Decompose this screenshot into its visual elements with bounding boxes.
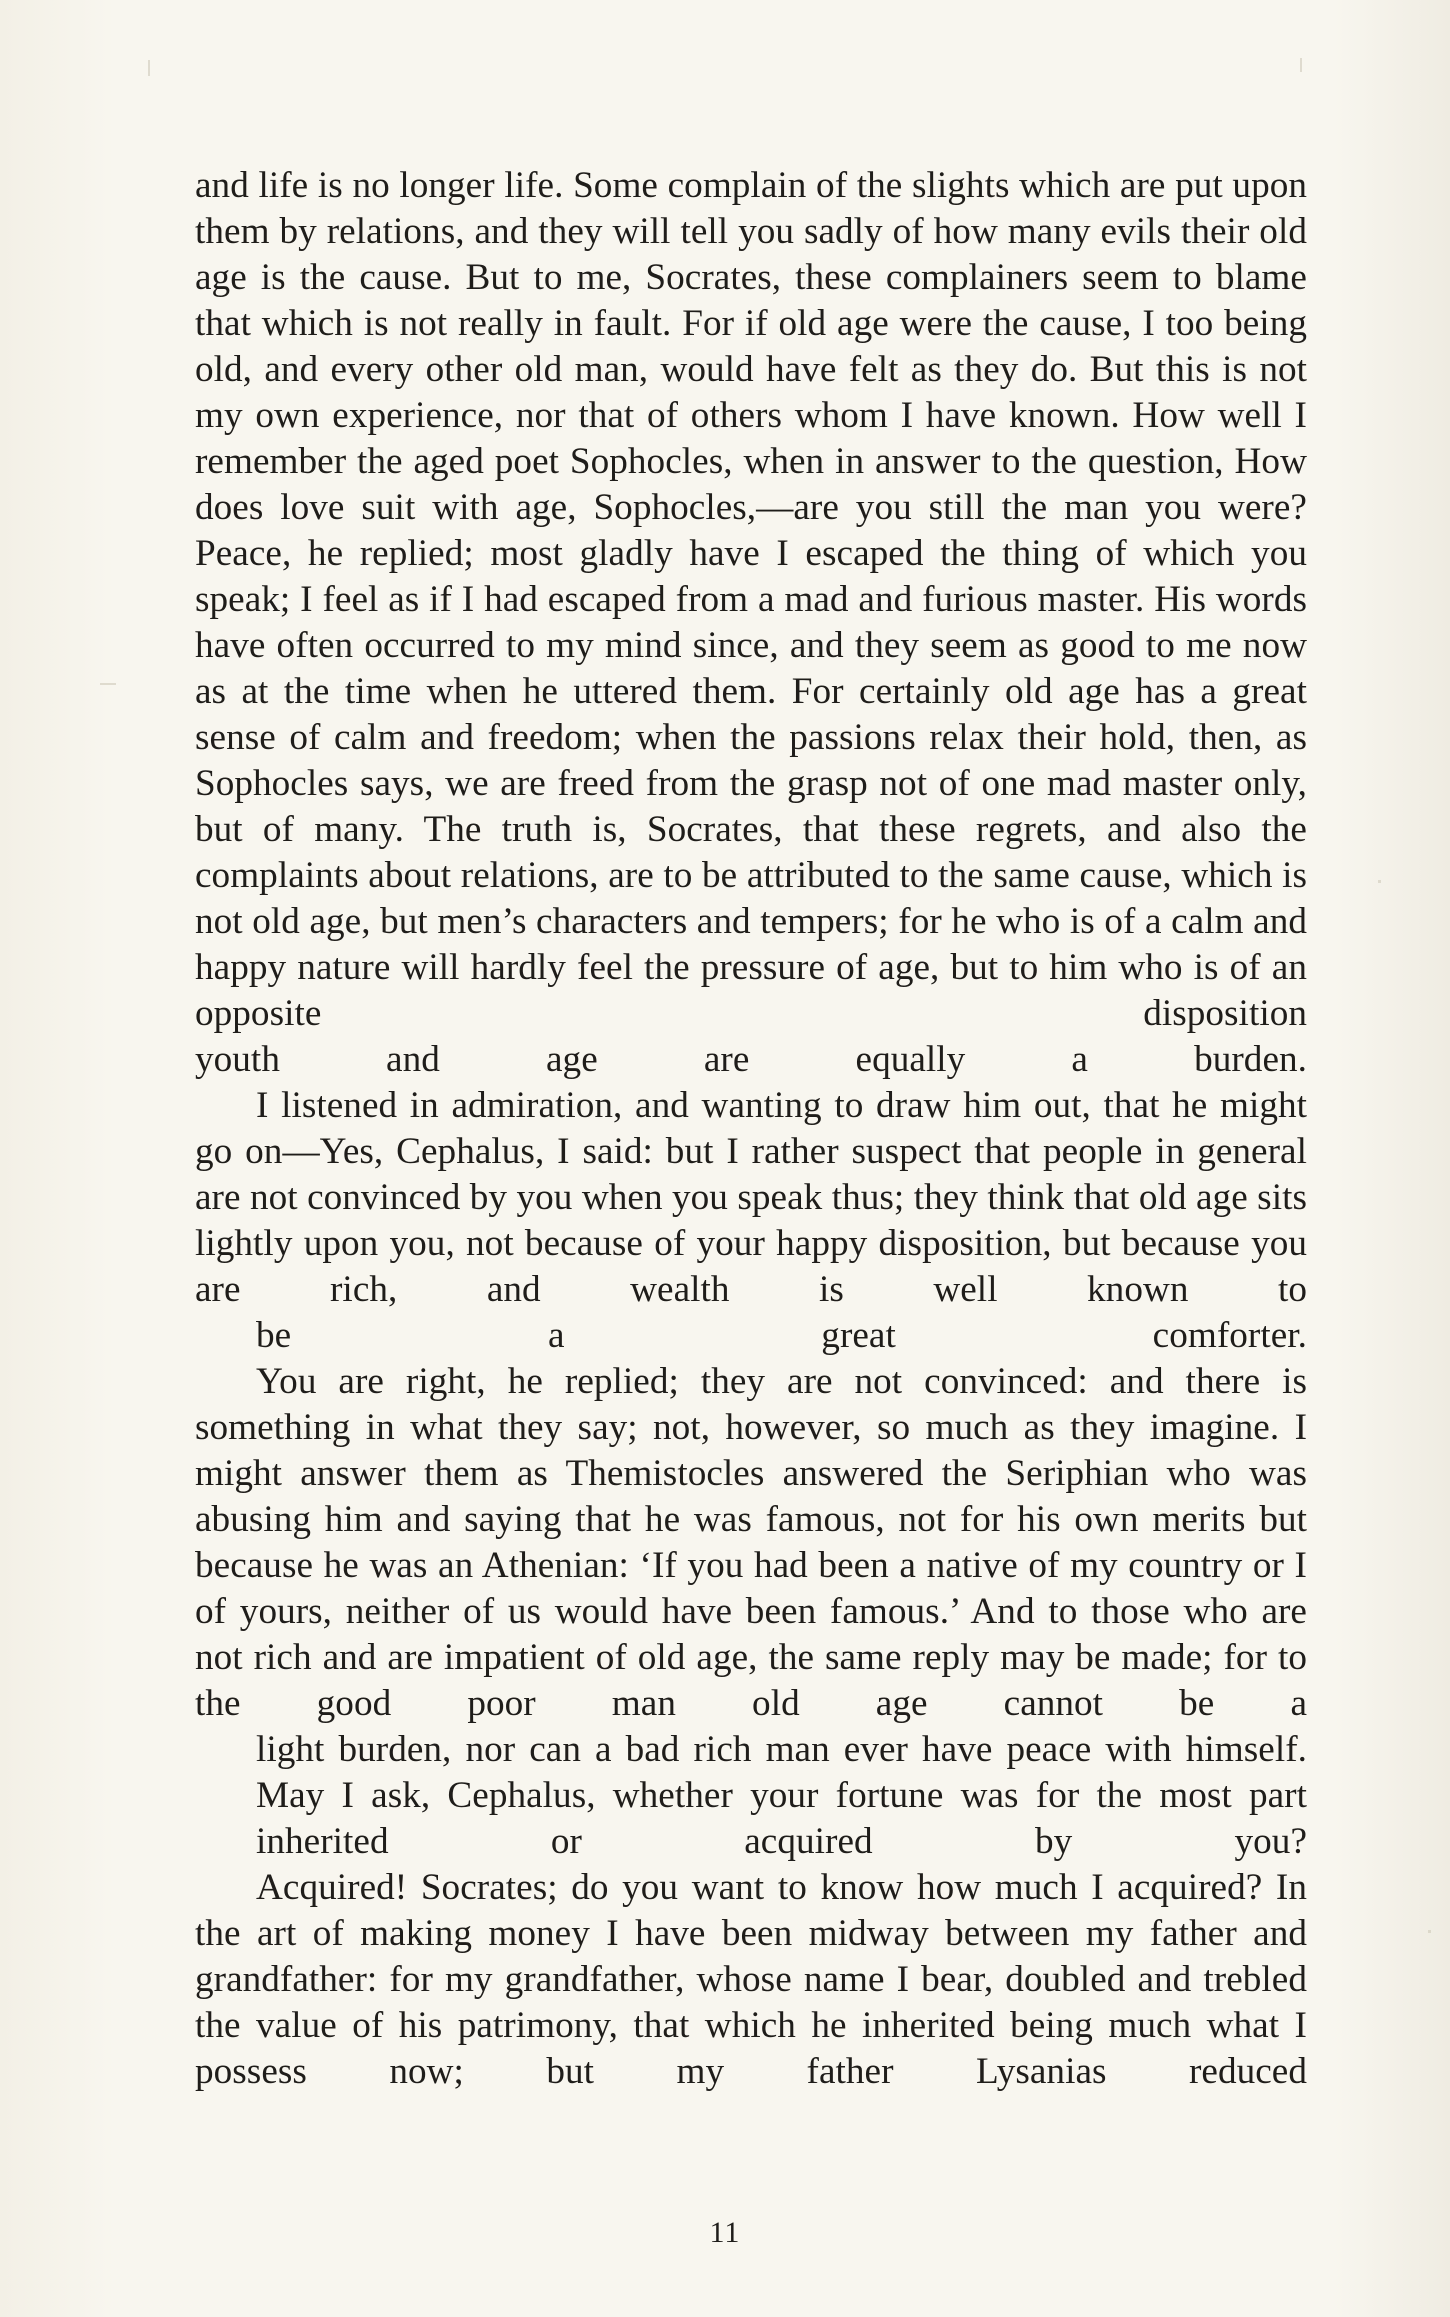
text-line: a great sense of calm and freedom; when the passions relax their xyxy=(195,671,1307,758)
paper-speck xyxy=(100,683,116,685)
text-line: In the art of making money I have been midway between my father xyxy=(195,1867,1307,1954)
text-line: would have felt as they do. But this is not my own experience, nor xyxy=(195,349,1307,436)
text-line: disposition, but because you are rich, and wealth is well known to xyxy=(195,1223,1308,1310)
text-line: the pressure of age, but to him who is of an opposite disposition xyxy=(195,947,1307,1034)
paragraph-3 xyxy=(195,1359,1307,1773)
text-line: to the same cause, which is not old age, but men’s characters and xyxy=(195,855,1307,942)
paper-speck xyxy=(148,60,150,76)
text-line: in general are not convinced by you when you speak thus; they xyxy=(195,1131,1307,1218)
text-line: with age, Sophocles,—are you still the man you were? Peace, he xyxy=(195,487,1307,574)
page-number: 11 xyxy=(709,2216,741,2249)
text-line: And to those who are not rich and are impatient of old age, the same xyxy=(195,1591,1307,1678)
text-line: that of others whom I have known. How well I remember the aged xyxy=(195,395,1307,482)
text-line: something in what they say; not, however, so much as they imagine. xyxy=(195,1407,1280,1448)
paragraph-5 xyxy=(195,1865,1307,2095)
text-line: reply may be made; for to the good poor man old age cannot be a xyxy=(195,1637,1307,1724)
text-line: replied; most gladly have I escaped the thing of which you speak; I xyxy=(195,533,1307,620)
paragraph-4 xyxy=(195,1773,1307,1865)
paper-speck xyxy=(1428,1930,1431,1933)
text-line: regrets, and also the complaints about relations, are to be attributed xyxy=(195,809,1307,896)
text-line: being much what I possess now; but my father Lysanias reduced xyxy=(195,2005,1307,2092)
text-line: be a great comforter. xyxy=(256,1315,1307,1356)
text-line: Acquired! Socrates; do you want to know how much I acquired? xyxy=(256,1867,1263,1908)
text-line: was abusing him and saying that he was famous, not for his own xyxy=(195,1453,1307,1540)
text-line: I listened in admiration, and wanting to draw him out, that he xyxy=(256,1085,1208,1126)
text-line: old age were the cause, I too being old, and every other old man, xyxy=(195,303,1307,390)
text-line: and life is no longer life. Some complain of the slights which are xyxy=(195,165,1166,206)
text-line: You are right, he replied; they are not convinced: and there is xyxy=(256,1361,1307,1402)
text-line: inherited or acquired by you? xyxy=(256,1821,1307,1862)
text-line: complainers seem to blame that which is not really in fault. For if xyxy=(195,257,1307,344)
text-line: my country or I of yours, neither of us would have been famous.’ xyxy=(195,1545,1307,1632)
text-line: light burden, nor can a bad rich man ever have peace with himself. xyxy=(256,1729,1307,1770)
text-line: have often occurred to my mind since, and they seem as good to me xyxy=(195,625,1232,666)
text-line: many evils their old age is the cause. But to me, Socrates, these xyxy=(195,211,1307,298)
text-line: and grandfather: for my grandfather, whose name I bear, doubled xyxy=(195,1913,1307,2000)
text-line: merits but because he was an Athenian: ‘If you had been a native of xyxy=(195,1499,1307,1586)
text-line: I might answer them as Themistocles answered the Seriphian who xyxy=(195,1407,1307,1494)
text-line: youth and age are equally a burden. xyxy=(195,1039,1307,1080)
text-line: hold, then, as Sophocles says, we are freed from the grasp not of xyxy=(195,717,1307,804)
text-line: tempers; for he who is of a calm and happy nature will hardly feel xyxy=(195,901,1307,988)
paragraph-2 xyxy=(195,1083,1307,1359)
text-line: put upon them by relations, and they will tell you sadly of how xyxy=(195,165,1307,252)
paper-speck xyxy=(1378,880,1381,883)
text-line: May I ask, Cephalus, whether your fortune was for the most part xyxy=(256,1775,1307,1816)
text-line: now as at the time when he uttered them. For certainly old age has xyxy=(195,625,1307,712)
body-text xyxy=(195,163,1307,2095)
paragraph-1 xyxy=(195,163,1307,1083)
text-line: and trebled the value of his patrimony, that which he inherited xyxy=(195,1959,1307,2046)
text-line: poet Sophocles, when in answer to the question, How does love suit xyxy=(195,441,1307,528)
paper-speck xyxy=(1300,58,1302,72)
text-line: might go on—Yes, Cephalus, I said: but I rather suspect that people xyxy=(195,1085,1307,1172)
text-line: feel as if I had escaped from a mad and furious master. His words xyxy=(322,579,1308,620)
text-line: one mad master only, but of many. The truth is, Socrates, that these xyxy=(195,763,1308,850)
text-line: think that old age sits lightly upon you, not because of your happy xyxy=(195,1177,1307,1264)
